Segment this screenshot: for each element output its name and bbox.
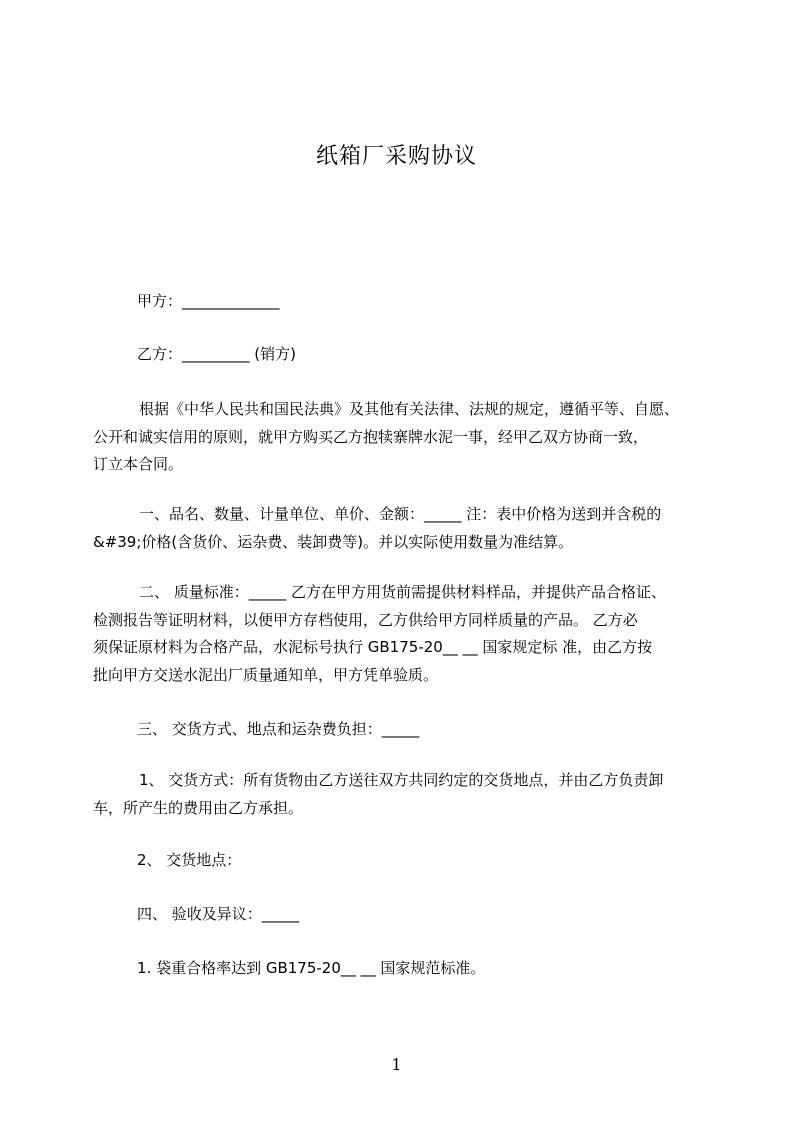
section-2-line-3: 须保证原材料为合格产品，水泥标号执行 GB175-20__ __ 国家规定标 准，由乙方按 [93, 638, 653, 656]
section-3-heading: 三、 交货方式、地点和运杂费负担：_____ [137, 720, 420, 738]
preamble-line-1: 根据《中华人民共和国民法典》及其他有关法律、法规的规定，遵循平等、自愿、 [139, 400, 680, 418]
section-4-heading: 四、 验收及异议：_____ [137, 905, 300, 923]
section-3-item-1-line-1: 1、 交货方式：所有货物由乙方送往双方共同约定的交货地点，并由乙方负责卸 [139, 771, 664, 789]
document-title: 纸箱厂采购协议 [315, 144, 477, 169]
section-3-item-2: 2、 交货地点： [137, 851, 242, 869]
section-2-line-4: 批向甲方交送水泥出厂质量通知单，甲方凭单验质。 [93, 665, 439, 684]
page-number: 1 [391, 1055, 402, 1074]
preamble-paragraph [93, 396, 679, 479]
section-2-line-1: 二、 质量标准：_____ 乙方在甲方用货前需提供材料样品，并提供产品合格证、 [139, 583, 667, 601]
party-a-line: 甲方：_____________ [137, 292, 280, 310]
preamble-line-3: 订立本合同。 [93, 455, 184, 473]
section-2-paragraph [93, 579, 666, 689]
section-4-item-1: 1. 袋重合格率达到 GB175-20__ __ 国家规范标准。 [137, 959, 486, 977]
section-1-line-1: 一、品名、数量、计量单位、单价、金额：_____ 注：表中价格为送到并含税的 [139, 505, 662, 523]
section-3-item-1 [93, 767, 663, 822]
section-3-item-1-line-2: 车，所产生的费用由乙方承担。 [93, 798, 304, 817]
section-2-line-2: 检测报告等证明材料，以便甲方存档使用，乙方供给甲方同样质量的产品。 乙方必 [93, 610, 638, 629]
section-1-line-2: &#39;价格(含货价、运杂费、装卸费等)。并以实际使用数量为准结算。 [93, 532, 574, 551]
party-b-line: 乙方：_________ (销方) [137, 345, 296, 363]
preamble-line-2: 公开和诚实信用的原则，就甲方购买乙方抱犊寨牌水泥一事，经甲乙双方协商一致， [93, 427, 649, 446]
section-1-paragraph [93, 501, 661, 556]
